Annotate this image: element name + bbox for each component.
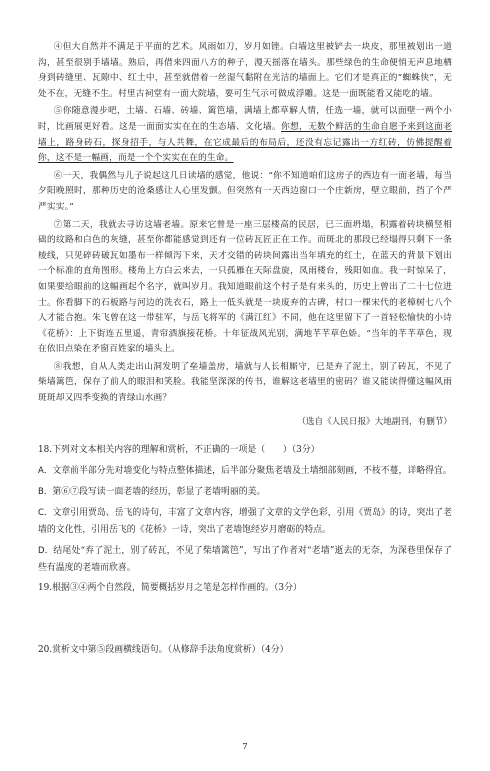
source-attribution: （选自《人民日报》大地副刊，有删节）: [297, 416, 452, 427]
question-18: [38, 443, 452, 577]
option-text: 文章前半部分先对墙变化与特点整体描述，后半部分聚焦老墙及土墙细部刻画，不枝不蔓，详略得宜。: [52, 465, 452, 476]
question-19: 19.根据③④两个自然段，简要概括岁月之笔是怎样作画的。（3分）: [38, 582, 302, 593]
page-number: 7: [242, 742, 248, 752]
option-text: 结尾处“弃了泥土，别了砖瓦，不见了柴墙篱笆”，写出了作者对“老墙”逝去的无奈，为深巷里保存了些有温度的老墙而欣喜。: [38, 545, 452, 573]
option-a: [38, 463, 452, 480]
option-letter: B．: [38, 486, 53, 497]
paragraph-6: ⑥一天，我偶然与儿子说起这几日读墙的感觉，他说：“你不知道咱们这房子的西边有一面老墙，每当夕阳晚照时，那种历史的沧桑感让人心里发颤。但突然有一天西边窗口一个庄新房，壁立眼前，挡了个严严实实。”: [38, 170, 452, 212]
reading-passage: [38, 40, 452, 429]
paragraph-7: ⑦第二天，我就去寻访这墙老墙。原来它曾是一座三层楼高的民居，已三面坍塌，积露着砖块横竖相础的纹路和白色的灰缝，甚至你都能感觉到还有一位砖瓦匠正在工作。而斑北的那段已经塌得只剩下一条棱线，只见碎砖破瓦如墨布一样倾泻下来，天才交错的砖块间露出当年填充的红土，在蓝天的背景下划出一个标准的直角图形。楼角上方白云来去，一只孤雁在天际盘旋，凤雨楼台，残阳如血。我一时惊呆了，如果要给眼前的这幅画起个名字，就叫岁月。我知道眼前这个村子是有来头的，历史上曾出了二十七位进士。你看脚下的石板路与河边的洗衣石，路上一低头就是一块废弃的古碑，村口一棵宋代的老樟树七八个人才能合抱。朱飞曾在这一带驻军，与岳飞将军的《满江红》不同，他在这里留下了一首轻松愉快的小诗《花桥》：上下街连五里遥，青帘酒旗接花桥。十年征战风光别，满地芊芊草色娇。“当年的芊芊草色，现在依旧点染在矛窗百姓家的墙头上。: [38, 219, 452, 355]
question-20: 20.赏析文中第⑤段画横线语句。（从修辞手法角度赏析）（4分）: [38, 644, 289, 655]
option-letter: C．: [38, 507, 53, 518]
option-text: 文章引用贾岛、岳飞的诗句，丰富了文章内容，增强了文章的文学色彩，引用《贾岛》的诗，突出了老墙的文化性，引用岳飞的《花桥》一诗，突出了老墙饱经岁月磨砺的特点。: [38, 507, 453, 535]
paragraph-4: ④但大自然并不满足于平面的艺术。风雨如刀，岁月如锉。白墙这里被铲去一块皮，那里被划出一道沟，甚至很别手墙墙。熟后，再借来四面八方的种子，漫天摇落在墙头。那些绿色的生命便悄无声息地栖身到砖缝里、瓦隙中、红土中，甚至就借着一丝湿气黏附在光洁的墙面上。它们才是真正的“蜘蛛侠”，无处不在，无缝不生。村里古祠堂有一面大院墙，要可生气示可做成浮雕。这是一面既能看又能吃的墙。: [38, 42, 452, 99]
option-b: [38, 484, 452, 501]
option-d: [38, 543, 452, 577]
option-c: [38, 505, 452, 539]
option-letter: A．: [38, 465, 53, 476]
question-18-stem: 18.下列对文本相关内容的理解和赏析，不正确的一项是（ ）（3分）: [38, 444, 320, 455]
paragraph-5: [38, 104, 452, 166]
paragraph-8: ⑧我想，自从人类走出山洞发明了垒墙盖房，墙就与人长相厮守，已是弃了泥土，别了砖瓦，不见了柴墙篱笆，保存了前人的眼泪和笑脸。我能坚深深的传书，谁解这老墙里的密码？谁又能读得懂这幅风雨斑斑却又四季变换的青绿山水画？: [38, 361, 452, 404]
option-text: 第⑥⑦段写读一面老墙的经历，彰显了老墙明丽的美。: [52, 486, 266, 497]
answer-space-19[interactable]: [38, 601, 452, 643]
option-letter: D．: [38, 545, 54, 556]
paragraph-5-text: ⑤你随意漫步吧，土墙、石墙、砖墙、篱笆墙，满墙上都草解人情，任选一墙，就可以面壁一两个小时，比画展更好看。这是一面面实实在在的生态墙、文化墙。: [38, 106, 452, 132]
underlined-sentence: 你想，无数个鲜活的生命自愿予来到这面老墙上，路身砖石，探身招手，与人共舞，在它成最后的布局后，还没有忘记露出一方红砖，仿佛提醒着你，这不是一幅画，而是一个个实实在在的生命。: [38, 121, 452, 164]
